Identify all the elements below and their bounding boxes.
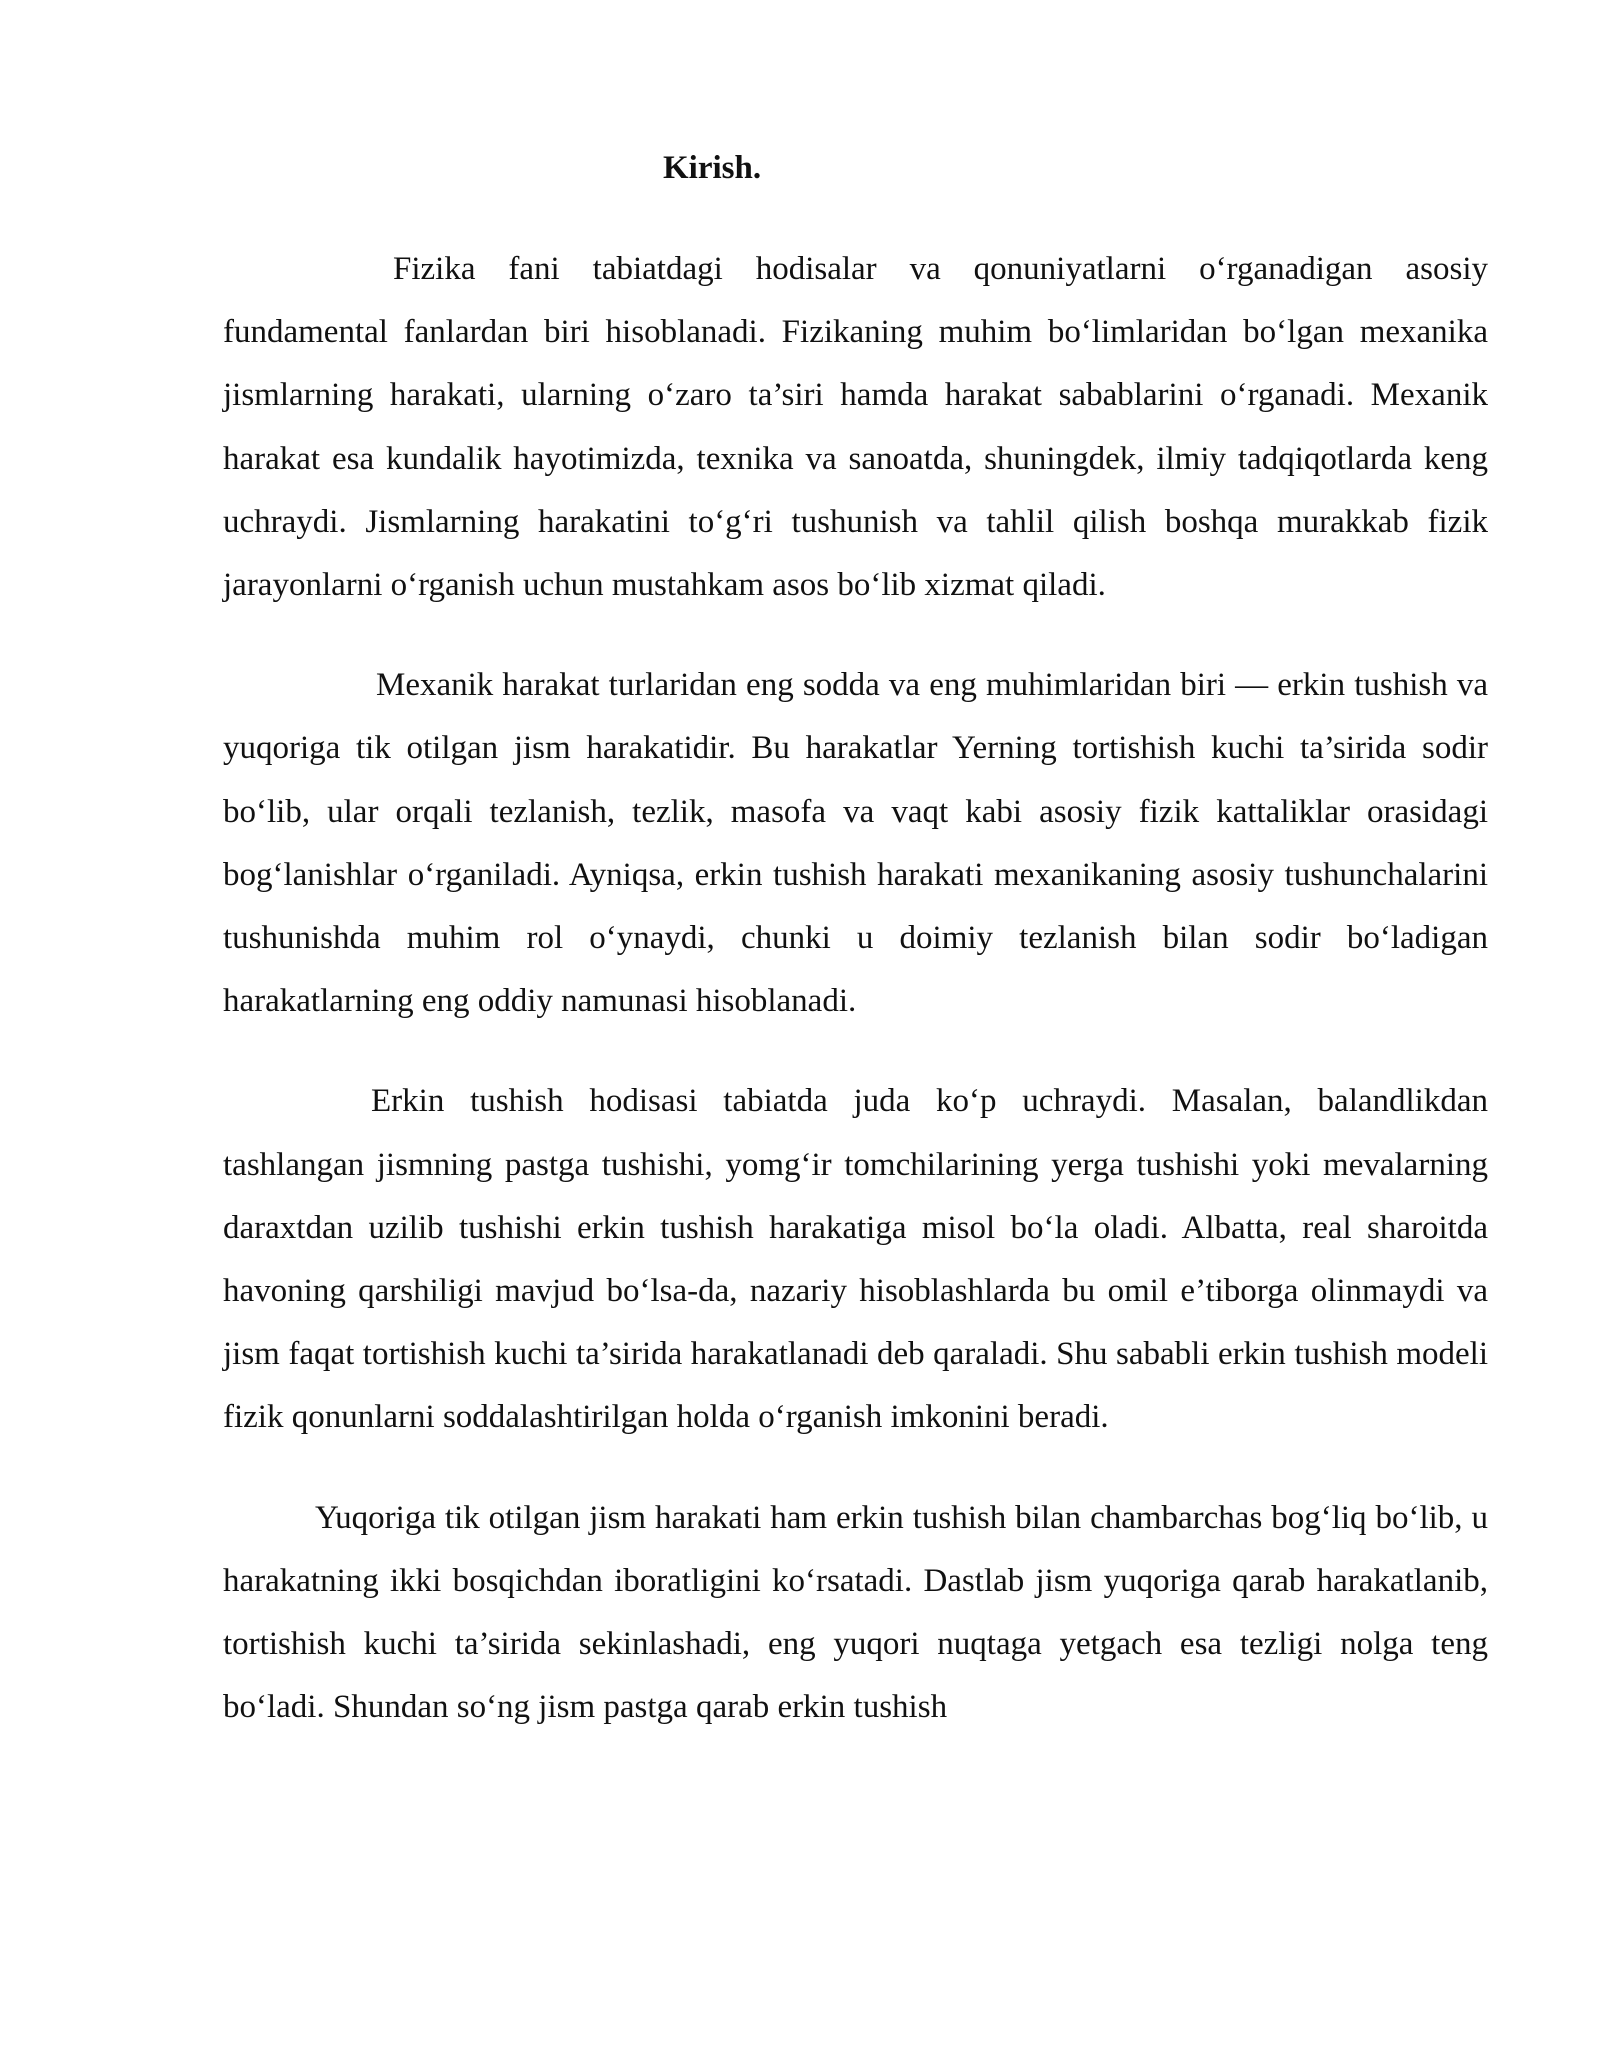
paragraph-4: Yuqoriga tik otilgan jism harakati ham erkin tushish bilan chambarchas bog‘liq bo‘lib, u harakatning ikki bosqichdan iboratligini ko‘rsatadi. Dastlab jism yuqoriga qarab harakatlanib, tortishish kuchi ta’sirida sekinlashadi, eng yuqori nuqtaga yetgach esa tezligi nolga teng bo‘ladi. Shundan so‘ng jism pastga qarab erkin tushish <box>223 1499 1488 1726</box>
paragraph-2: Mexanik harakat turlaridan eng sodda va eng muhimlaridan biri — erkin tushish va yuqoriga tik otilgan jism harakatidir. Bu harakatlar Yerning tortishish kuchi ta’sirida sodir bo‘lib, ular orqali tezlanish, tezlik, masofa va vaqt kabi asosiy fizik kattaliklar orasidagi bog‘lanishlar o‘rganiladi. Ayniqsa, erkin tushish harakati mexanikaning asosiy tushunchalarini tushunishda muhim rol o‘ynaydi, chunki u doimiy tezlanish bilan sodir bo‘ladigan harakatlarning eng oddiy namunasi hisoblanadi. <box>223 667 1488 1020</box>
paragraph-3: Erkin tushish hodisasi tabiatda juda ko‘p uchraydi. Masalan, balandlikdan tashlangan jismning pastga tushishi, yomg‘ir tomchilarining yerga tushishi yoki mevalarning daraxtdan uzilib tushishi erkin tushish harakatiga misol bo‘la oladi. Albatta, real sharoitda havoning qarshiligi mavjud bo‘lsa-da, nazariy hisoblashlarda bu omil e’tiborga olinmaydi va jism faqat tortishish kuchi ta’sirida harakatlanadi deb qaraladi. Shu sababli erkin tushish modeli fizik qonunlarni soddalashtirilgan holda o‘rganish imkonini beradi. <box>223 1083 1488 1436</box>
document-title: Kirish. <box>663 150 762 186</box>
paragraph-1: Fizika fani tabiatdagi hodisalar va qonuniyatlarni o‘rganadigan asosiy fundamental fanlardan biri hisoblanadi. Fizikaning muhim bo‘limlaridan bo‘lgan mexanika jismlarning harakati, ularning o‘zaro ta’siri hamda harakat sabablarini o‘rganadi. Mexanik harakat esa kundalik hayotimizda, texnika va sanoatda, shuningdek, ilmiy tadqiqotlarda keng uchraydi. Jismlarning harakatini to‘g‘ri tushunish va tahlil qilish boshqa murakkab fizik jarayonlarni o‘rganish uchun mustahkam asos bo‘lib xizmat qiladi. <box>223 251 1488 604</box>
document-body <box>223 148 1488 1776</box>
